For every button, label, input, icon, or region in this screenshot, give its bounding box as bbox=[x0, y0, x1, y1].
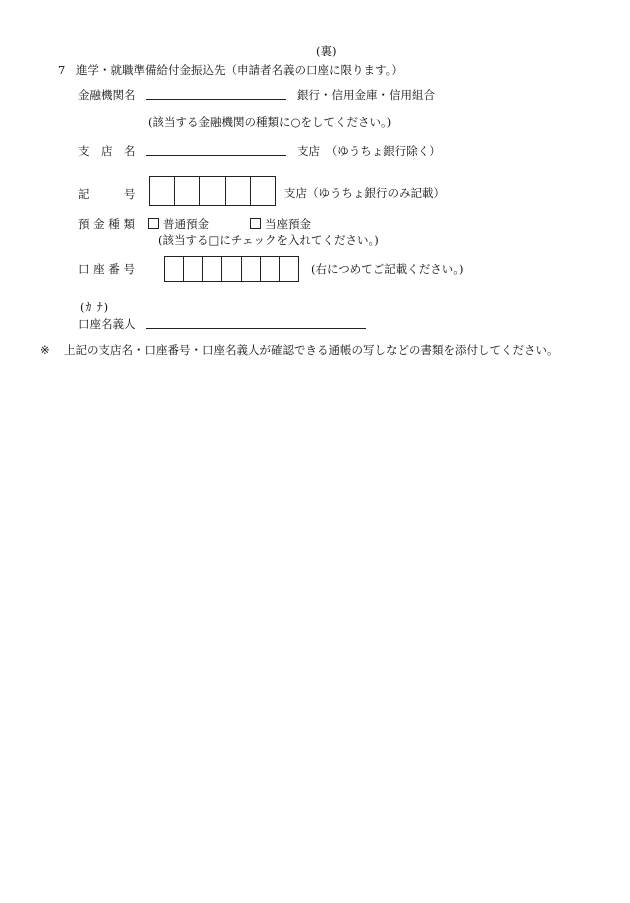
symbol-digit-boxes[interactable] bbox=[149, 176, 276, 206]
account-holder-field[interactable] bbox=[146, 328, 366, 329]
account-digit-cell[interactable] bbox=[184, 257, 203, 281]
branch-name-label: 支 店 名 bbox=[78, 144, 136, 158]
account-digit-cell[interactable] bbox=[261, 257, 280, 281]
account-number-digit-boxes[interactable] bbox=[164, 256, 299, 282]
deposit-type-ordinary-option[interactable] bbox=[148, 217, 209, 231]
account-holder-label: 口座名義人 bbox=[78, 317, 136, 331]
deposit-type-current-option[interactable] bbox=[250, 217, 311, 231]
bank-type-note: (該当する金融機関の種類に○をしてください。) bbox=[148, 115, 392, 129]
symbol-digit-cell[interactable] bbox=[226, 177, 251, 205]
bank-name-field[interactable] bbox=[146, 99, 286, 100]
symbol-digit-cell[interactable] bbox=[251, 177, 275, 205]
symbol-digit-cell[interactable] bbox=[150, 177, 175, 205]
symbol-digit-cell[interactable] bbox=[200, 177, 225, 205]
account-digit-cell[interactable] bbox=[165, 257, 184, 281]
account-digit-cell[interactable] bbox=[222, 257, 241, 281]
deposit-type-label: 預 金 種 類 bbox=[78, 217, 135, 231]
section-number: 7 bbox=[58, 63, 66, 77]
deposit-type-note: (該当する□にチェックを入れてください。) bbox=[158, 233, 379, 247]
page-side-marker: (裏) bbox=[316, 44, 337, 58]
symbol-digit-cell[interactable] bbox=[175, 177, 200, 205]
bank-name-label: 金融機関名 bbox=[78, 88, 136, 102]
ordinary-checkbox[interactable] bbox=[148, 218, 159, 229]
account-holder-kana-label: (ｶ ﾅ) bbox=[80, 300, 110, 314]
ordinary-option-label: 普通預金 bbox=[163, 217, 209, 231]
account-digit-cell[interactable] bbox=[242, 257, 261, 281]
current-option-label: 当座預金 bbox=[265, 217, 311, 231]
account-digit-cell[interactable] bbox=[203, 257, 222, 281]
account-digit-cell[interactable] bbox=[280, 257, 298, 281]
branch-suffix: 支店 （ゆうちょ銀行除く） bbox=[297, 144, 441, 158]
account-number-label: 口 座 番 号 bbox=[78, 262, 135, 276]
bank-type-options: 銀行・信用金庫・信用組合 bbox=[297, 88, 435, 102]
current-checkbox[interactable] bbox=[250, 218, 261, 229]
symbol-suffix: 支店（ゆうちょ銀行のみ記載） bbox=[284, 186, 445, 200]
account-number-note: (右につめてご記載ください。) bbox=[311, 262, 464, 276]
section-title: 進学・就職準備給付金振込先（申請者名義の口座に限ります。） bbox=[76, 63, 403, 77]
symbol-label: 記 号 bbox=[78, 187, 136, 201]
footnote-text: 上記の支店名・口座番号・口座名義人が確認できる通帳の写しなどの書類を添付してください。 bbox=[64, 343, 559, 357]
footnote-mark: ※ bbox=[40, 343, 50, 357]
branch-name-field[interactable] bbox=[146, 155, 286, 156]
